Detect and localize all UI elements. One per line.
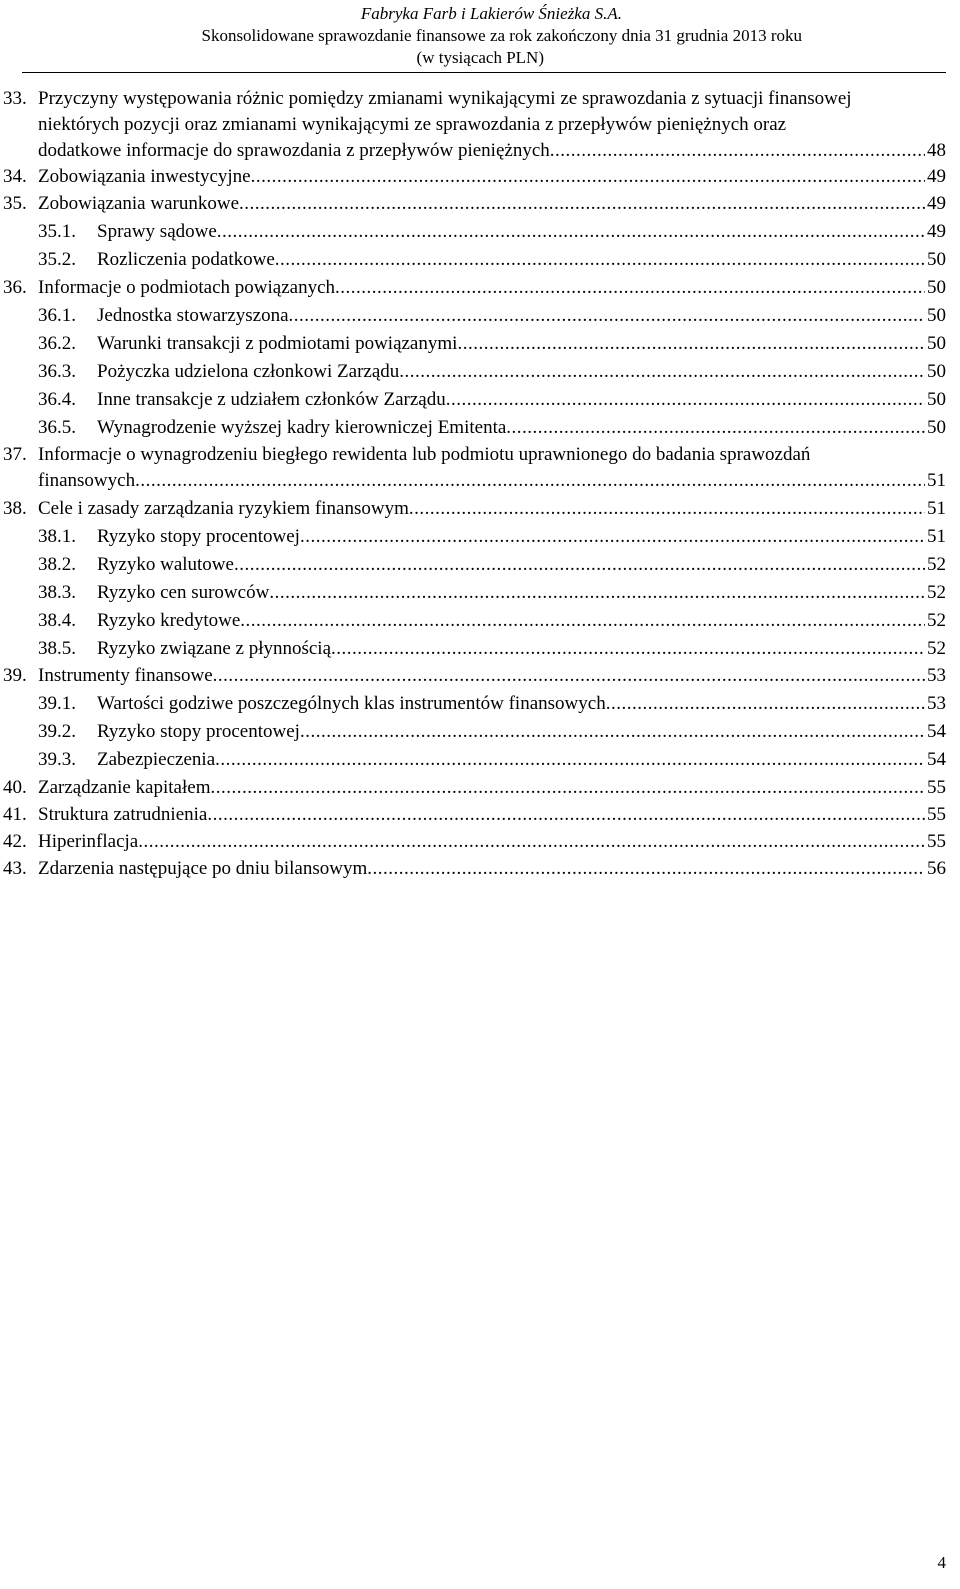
toc-label: Hiperinflacja bbox=[38, 831, 139, 852]
toc-page-number: 54 bbox=[927, 749, 946, 770]
toc-page-number: 56 bbox=[927, 858, 946, 879]
toc-page-number: 49 bbox=[927, 193, 946, 214]
toc-entry-35-1[interactable] bbox=[38, 219, 946, 245]
toc-page-number: 50 bbox=[927, 277, 946, 298]
header-divider bbox=[22, 72, 946, 73]
toc-page-number: 52 bbox=[927, 610, 946, 631]
toc-number: 38.4. bbox=[38, 610, 76, 631]
toc-leader bbox=[234, 552, 925, 578]
toc-page-number: 49 bbox=[927, 166, 946, 187]
toc-number: 39.2. bbox=[38, 721, 76, 742]
toc-page-number: 51 bbox=[927, 470, 946, 491]
toc-number: 36.4. bbox=[38, 389, 76, 410]
toc-entry-41[interactable] bbox=[3, 802, 946, 828]
toc-entry-36-5[interactable] bbox=[38, 415, 946, 441]
toc-page-number: 50 bbox=[927, 361, 946, 382]
toc-number: 36. bbox=[3, 277, 27, 298]
toc-number: 39. bbox=[3, 665, 27, 686]
toc-number: 40. bbox=[3, 777, 27, 798]
toc-page-number: 55 bbox=[927, 777, 946, 798]
toc-page-number: 52 bbox=[927, 582, 946, 603]
currency-units: (w tysiącach PLN) bbox=[416, 48, 544, 67]
company-name: Fabryka Farb i Lakierów Śnieżka S.A. bbox=[360, 4, 622, 23]
toc-leader bbox=[289, 303, 925, 329]
toc-entry-34[interactable] bbox=[3, 164, 946, 190]
toc-label: Zobowiązania inwestycyjne bbox=[38, 166, 251, 187]
toc-label-line-1: Informacje o wynagrodzeniu biegłego rewidenta lub podmiotu uprawnionego do badania sprawozdań bbox=[38, 444, 811, 465]
toc-number: 36.3. bbox=[38, 361, 76, 382]
toc-leader bbox=[550, 138, 925, 164]
toc-page-number: 48 bbox=[927, 140, 946, 161]
toc-leader bbox=[399, 359, 925, 385]
toc-number: 42. bbox=[3, 831, 27, 852]
toc-label: Zobowiązania warunkowe bbox=[38, 193, 240, 214]
toc-entry-35-2[interactable] bbox=[38, 247, 946, 273]
toc-number: 39.1. bbox=[38, 693, 76, 714]
toc-label: Ryzyko walutowe bbox=[97, 554, 234, 575]
toc-entry-36-1[interactable] bbox=[38, 303, 946, 329]
toc-entry-42[interactable] bbox=[3, 829, 946, 855]
toc-entry-38-1[interactable] bbox=[38, 524, 946, 550]
toc-entry-43[interactable] bbox=[3, 856, 946, 882]
toc-leader bbox=[138, 829, 925, 855]
toc-number: 35.2. bbox=[38, 249, 76, 270]
toc-label: Ryzyko stopy procentowej bbox=[97, 526, 300, 547]
toc-label: Zarządzanie kapitałem bbox=[38, 777, 211, 798]
toc-number: 33. bbox=[3, 88, 27, 109]
toc-leader bbox=[506, 415, 925, 441]
toc-label: Warunki transakcji z podmiotami powiązanymi bbox=[97, 333, 458, 354]
toc-number: 38. bbox=[3, 498, 27, 519]
toc-page-number: 49 bbox=[927, 221, 946, 242]
toc-label: Ryzyko kredytowe bbox=[97, 610, 241, 631]
toc-label-line-2: finansowych bbox=[38, 470, 136, 491]
toc-page-number: 54 bbox=[927, 721, 946, 742]
toc-label: Ryzyko cen surowców bbox=[97, 582, 270, 603]
toc-leader bbox=[275, 247, 925, 273]
toc-page-number: 50 bbox=[927, 389, 946, 410]
toc-leader bbox=[210, 775, 925, 801]
toc-leader bbox=[300, 524, 925, 550]
toc-page-number: 53 bbox=[927, 693, 946, 714]
toc-entry-36-4[interactable] bbox=[38, 387, 946, 413]
toc-page-number: 52 bbox=[927, 554, 946, 575]
toc-number: 35.1. bbox=[38, 221, 76, 242]
toc-page-number: 50 bbox=[927, 249, 946, 270]
toc-leader bbox=[367, 856, 925, 882]
toc-entry-39-1[interactable] bbox=[38, 691, 946, 717]
report-title: Skonsolidowane sprawozdanie finansowe za rok zakończony dnia 31 grudnia 2013 roku bbox=[201, 26, 802, 45]
toc-number: 43. bbox=[3, 858, 27, 879]
toc-label: Struktura zatrudnienia bbox=[38, 804, 208, 825]
toc-leader bbox=[335, 275, 925, 301]
toc-number: 38.2. bbox=[38, 554, 76, 575]
toc-number: 38.5. bbox=[38, 638, 76, 659]
toc-entry-33[interactable] bbox=[0, 86, 960, 166]
toc-number: 35. bbox=[3, 193, 27, 214]
toc-entry-38-4[interactable] bbox=[38, 608, 946, 634]
toc-label-line-1: Przyczyny występowania różnic pomiędzy zmianami wynikającymi ze sprawozdania z sytuacji finansowej bbox=[38, 88, 852, 109]
toc-label: Ryzyko związane z płynnością bbox=[97, 638, 332, 659]
toc-entry-38[interactable] bbox=[3, 496, 946, 522]
toc-label: Sprawy sądowe bbox=[97, 221, 217, 242]
toc-label: Informacje o podmiotach powiązanych bbox=[38, 277, 336, 298]
toc-label: Wynagrodzenie wyższej kadry kierowniczej Emitenta bbox=[97, 417, 507, 438]
toc-leader bbox=[240, 608, 925, 634]
toc-entry-40[interactable] bbox=[3, 775, 946, 801]
toc-leader bbox=[269, 580, 925, 606]
toc-label: Inne transakcje z udziałem członków Zarządu bbox=[97, 389, 446, 410]
toc-page-number: 50 bbox=[927, 333, 946, 354]
toc-page-number: 51 bbox=[927, 498, 946, 519]
toc-leader bbox=[213, 663, 925, 689]
toc-entry-38-5[interactable] bbox=[38, 636, 946, 662]
toc-number: 38.1. bbox=[38, 526, 76, 547]
toc-page-number: 53 bbox=[927, 665, 946, 686]
toc-number: 36.5. bbox=[38, 417, 76, 438]
toc-entry-37[interactable] bbox=[0, 442, 960, 496]
toc-label-line-2: niektórych pozycji oraz zmianami wynikającymi ze sprawozdania z przepływów pieniężnych oraz bbox=[38, 114, 787, 135]
toc-label: Wartości godziwe poszczególnych klas instrumentów finansowych bbox=[97, 693, 606, 714]
toc-leader bbox=[446, 387, 925, 413]
toc-page-number: 50 bbox=[927, 417, 946, 438]
toc-entry-36-2[interactable] bbox=[38, 331, 946, 357]
toc-entry-39[interactable] bbox=[3, 663, 946, 689]
toc-page-number: 51 bbox=[927, 526, 946, 547]
toc-number: 34. bbox=[3, 166, 27, 187]
toc-leader bbox=[409, 496, 925, 522]
toc-number: 36.1. bbox=[38, 305, 76, 326]
toc-leader bbox=[239, 191, 925, 217]
toc-entry-38-2[interactable] bbox=[38, 552, 946, 578]
toc-label: Jednostka stowarzyszona bbox=[97, 305, 289, 326]
toc-entry-36-3[interactable] bbox=[38, 359, 946, 385]
toc-label: Instrumenty finansowe bbox=[38, 665, 213, 686]
toc-page-number: 50 bbox=[927, 305, 946, 326]
toc-label: Zabezpieczenia bbox=[97, 749, 216, 770]
toc-label-line-3: dodatkowe informacje do sprawozdania z przepływów pieniężnych bbox=[38, 140, 550, 161]
toc-leader bbox=[251, 164, 925, 190]
toc-number: 41. bbox=[3, 804, 27, 825]
toc-label: Ryzyko stopy procentowej bbox=[97, 721, 300, 742]
toc-label: Zdarzenia następujące po dniu bilansowym bbox=[38, 858, 368, 879]
toc-page-number: 55 bbox=[927, 804, 946, 825]
toc-label: Cele i zasady zarządzania ryzykiem finansowym bbox=[38, 498, 409, 519]
toc-leader bbox=[217, 219, 925, 245]
toc-label: Rozliczenia podatkowe bbox=[97, 249, 275, 270]
toc-entry-38-3[interactable] bbox=[38, 580, 946, 606]
toc-entry-35[interactable] bbox=[3, 191, 946, 217]
toc-label: Pożyczka udzielona członkowi Zarządu bbox=[97, 361, 400, 382]
toc-page-number: 52 bbox=[927, 638, 946, 659]
toc-leader bbox=[207, 802, 925, 828]
toc-number: 38.3. bbox=[38, 582, 76, 603]
toc-entry-39-3[interactable] bbox=[38, 747, 946, 773]
page-number: 4 bbox=[937, 1553, 946, 1572]
toc-leader bbox=[215, 747, 925, 773]
toc-entry-39-2[interactable] bbox=[38, 719, 946, 745]
toc-page-number: 55 bbox=[927, 831, 946, 852]
toc-number: 39.3. bbox=[38, 749, 76, 770]
toc-leader bbox=[606, 691, 925, 717]
toc-leader bbox=[331, 636, 925, 662]
toc-leader bbox=[135, 468, 925, 494]
toc-entry-36[interactable] bbox=[3, 275, 946, 301]
toc-leader bbox=[300, 719, 925, 745]
toc-number: 36.2. bbox=[38, 333, 76, 354]
toc-number: 37. bbox=[3, 444, 27, 465]
toc-leader bbox=[457, 331, 925, 357]
